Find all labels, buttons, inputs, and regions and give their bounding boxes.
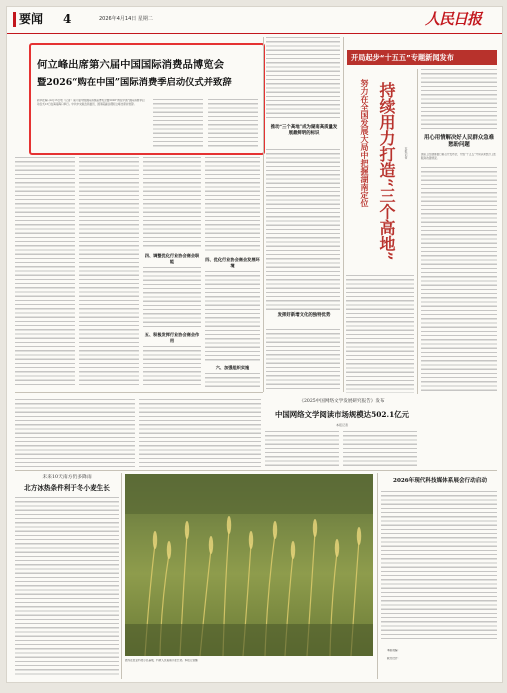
bottom-left-headline: 北方冰热条件利于冬小麦生长 xyxy=(24,484,110,492)
sidebar-intro: 国家卫生健康委日前召开发布会，介绍“十五五”开局以来医疗卫生服务改善情况。 xyxy=(421,153,497,161)
middle-text-col1 xyxy=(265,431,339,467)
left-col3-text-b xyxy=(143,267,201,327)
lead-body-col3 xyxy=(208,99,258,147)
bottom-right-headline: 2026年现代科技媒体系展会行动启动 xyxy=(393,478,487,484)
feature-title: 持续用力打造“三个高地” xyxy=(377,82,396,261)
lead-headline-line2: 暨2026“购在中国”国际消费季启动仪式并致辞 xyxy=(37,77,232,88)
subhead-2: 五、积极发挥行业协会商会作用 xyxy=(144,332,200,343)
divider-mid xyxy=(15,392,263,393)
subhead-4: 四、优化行业协会商会发展环境 xyxy=(205,257,260,268)
photo-caption: 图为在农业科技示范基地，科研人员查看小麦长势。本报记者摄 xyxy=(125,659,198,662)
bottom-left-text xyxy=(15,497,119,677)
middle-byline: 本报记者 xyxy=(335,423,348,427)
left-mid-text-a xyxy=(15,399,135,467)
col-rule-b xyxy=(343,37,344,392)
left-col4-text-c xyxy=(205,373,260,387)
feature-byline: 本报记者 xyxy=(404,147,408,159)
col-rule-c xyxy=(417,69,418,394)
left-col4-text-b xyxy=(205,271,260,361)
wheat-field-photo xyxy=(125,474,373,656)
col-rule-e xyxy=(377,473,378,679)
issue-date: 2026年4月14日 星期二 xyxy=(99,16,153,22)
center-subhead-1: 推动“三个高地”成为湖南高质量发展最鲜明的标识 xyxy=(270,125,338,136)
bottom-left-kicker: 未来10天南方仍多降雨 xyxy=(42,475,92,480)
editor-credit-2: 版式设计： xyxy=(387,657,400,660)
masthead xyxy=(7,7,502,34)
sidebar-text-top xyxy=(421,69,497,131)
col-rule-a xyxy=(263,37,264,392)
left-col2-text xyxy=(79,157,139,387)
sidebar-text-body xyxy=(421,167,497,394)
middle-text-col2 xyxy=(343,431,417,467)
lead-body-col2 xyxy=(153,99,203,147)
center-subhead-2: 发挥好新增文化的独特优势 xyxy=(277,313,331,318)
middle-headline: 中国网络文学阅读市场规模达502.1亿元 xyxy=(274,410,409,419)
lead-headline-line1: 何立峰出席第六届中国国际消费品博览会 xyxy=(37,59,225,71)
left-mid-text-b xyxy=(139,399,261,467)
center-text-a xyxy=(266,149,340,311)
feature-text xyxy=(346,275,414,393)
feature-kicker: 努力在全国发展大局中把握湖南定位 xyxy=(360,79,370,207)
middle-kicker: 《2025中国网络文学发展研究报告》发布 xyxy=(299,399,385,404)
newspaper-logo: 人民日报 xyxy=(425,10,482,28)
section-label: 要闻 xyxy=(19,12,44,26)
col-rule-d xyxy=(121,473,122,679)
subhead-3: 六、加强组织实施 xyxy=(215,365,250,370)
bottom-right-text xyxy=(381,491,497,641)
center-text-b xyxy=(266,329,340,389)
newspaper-page xyxy=(6,6,503,683)
left-col3-text-a xyxy=(143,157,201,249)
left-col3-text-c xyxy=(143,346,201,387)
sidebar-headline: 用心用情解决好人民群众急难愁盼问题 xyxy=(423,135,495,148)
lead-intro: 新华社海口4月13日电（记者）第六届中国国际消费品博览会暨2026“购在中国”国际消费季启动仪式13日在海南海口举行。中共中央政治局委员、国务院副总理何立峰出席并致辞。 xyxy=(37,99,145,107)
subhead-1: 四、调整优化行业协会商会职能 xyxy=(144,253,200,264)
topic-banner-text: 开局起步“十五五”专题新闻发布 xyxy=(351,53,454,62)
wheat-plants-illustration xyxy=(125,474,373,656)
editor-credit-1: 本版责编： xyxy=(387,649,400,652)
left-col1-text xyxy=(15,157,75,387)
left-col4-text-a xyxy=(205,157,260,252)
top-col4-text xyxy=(266,37,340,121)
divider-lower xyxy=(15,470,497,471)
page-number: 4 xyxy=(63,12,72,26)
